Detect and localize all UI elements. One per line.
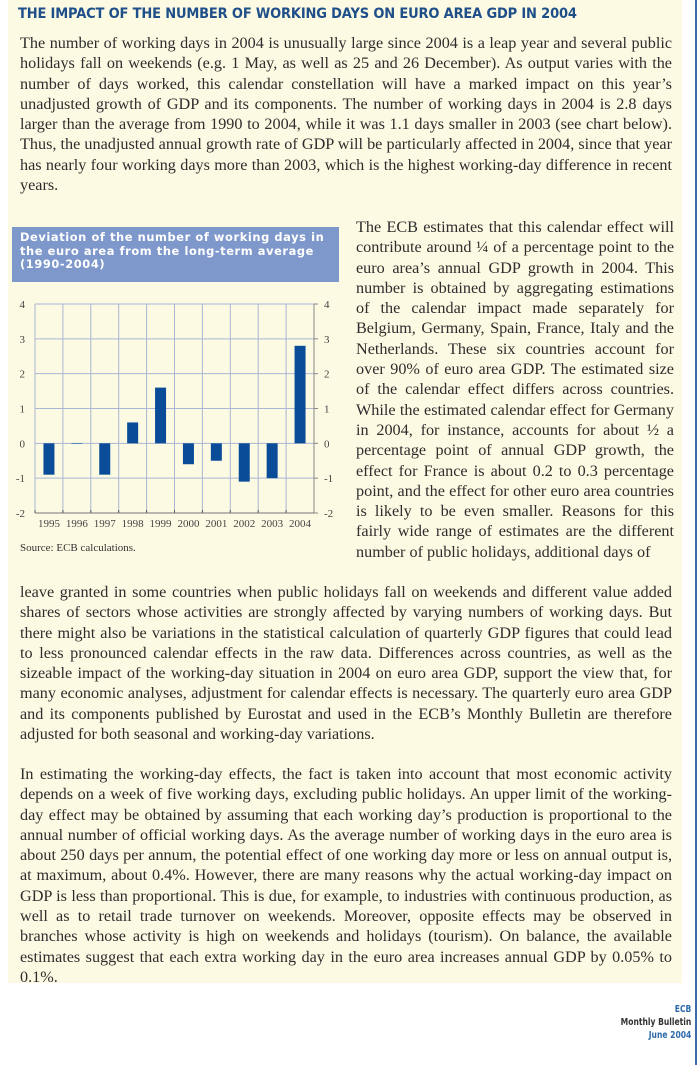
- bar-2001: [211, 443, 222, 460]
- y-tick-label-right: 1: [324, 403, 330, 416]
- bar-2000: [183, 443, 194, 464]
- y-tick-label-right: 0: [324, 438, 330, 451]
- bar-1996: [71, 443, 82, 444]
- y-tick-label-left: -2: [15, 508, 25, 520]
- bar-1997: [99, 443, 110, 474]
- bar-2004: [295, 346, 306, 444]
- paragraph-ecb-estimates: The ECB estimates that this calendar effect will contribute around ¼ of a percentage point to the euro area’s annual GDP growth in 2004. This number is obtained by aggregating estimations of the calendar impact made separately for Belgium, Germany, Spain, France, Italy and the Netherlands. These six countries account for over 90% of euro area GDP. The estimated size of the calendar effect differs across countries. While the estimated calendar effect for Germany in 2004, for instance, accounts for about ½ a percentage point of annual GDP growth, the effect for France is about 0.2 to 0.3 percentage point, and the effect for other euro area countries is likely to be even smaller. Reasons for this fairly wide range of estimates are the different number of public holidays, additional days of: [356, 218, 674, 561]
- footer-publication: Monthly Bulletin: [620, 1017, 691, 1028]
- bar-1998: [127, 422, 138, 443]
- chart-title: Deviation of the number of working days in the euro area from the long-term average (1990-2004): [12, 227, 339, 282]
- bar-2003: [267, 443, 278, 478]
- x-tick-label: 2002: [233, 518, 256, 530]
- article-title: THE IMPACT OF THE NUMBER OF WORKING DAYS ON EURO AREA GDP IN 2004: [18, 6, 577, 22]
- x-tick-label: 2001: [205, 518, 228, 530]
- y-tick-label-right: -1: [324, 473, 334, 486]
- x-tick-label: 1997: [93, 518, 116, 530]
- x-tick-label: 1995: [37, 518, 60, 530]
- y-tick-label-right: -2: [324, 508, 334, 520]
- bar-1999: [155, 388, 166, 444]
- footer-date: June 2004: [648, 1030, 691, 1041]
- y-tick-label-left: 3: [19, 333, 25, 346]
- chart: [12, 292, 342, 532]
- x-tick-label: 2004: [289, 518, 312, 530]
- y-tick-label-left: 4: [19, 299, 25, 311]
- y-tick-label-right: 3: [324, 333, 330, 346]
- page-footer: [620, 1003, 691, 1042]
- paragraph-continuation: leave granted in some countries when public holidays fall on weekends and different value added shares of sectors whose activities are strongly affected by varying numbers of working days. But there might also be variations in the statistical calculation of quarterly GDP figures that could lead to less pronounced calendar effects in the raw data. Differences across countries, as well as the sizeable impact of the working-day situation in 2004 on euro area GDP, support the view that, for many economic analyses, adjustment for calendar effects is necessary. The quarterly euro area GDP and its components published by Eurostat and used in the ECB’s Monthly Bulletin are therefore adjusted for both seasonal and working-day variations.: [20, 583, 672, 744]
- x-tick-label: 2003: [261, 518, 284, 530]
- paragraph-intro: The number of working days in 2004 is unusually large since 2004 is a leap year and several public holidays fall on weekends (e.g. 1 May, as well as 25 and 26 December). As output varies with the number of days worked, this calendar constellation will have a marked impact on this year’s unadjusted growth of GDP and its components. The number of working days in 2004 is 2.8 days larger than the average from 1990 to 2004, while it was 1.1 days smaller in 2003 (see chart below). Thus, the unadjusted annual growth rate of GDP will be particularly affected in 2004, since that year has nearly four working days more than 2003, which is the highest working-day difference in recent years.: [20, 34, 672, 195]
- y-tick-label-left: 0: [19, 438, 25, 451]
- y-tick-label-right: 2: [324, 368, 330, 381]
- y-tick-label-left: 2: [19, 368, 25, 381]
- y-tick-label-right: 4: [324, 299, 330, 311]
- page-margin-rule: [695, 0, 697, 1065]
- x-tick-label: 1996: [65, 518, 88, 530]
- paragraph-estimation: In estimating the working-day effects, the fact is taken into account that most economic activity depends on a week of five working days, excluding public holidays. An upper limit of the working-day effect may be obtained by assuming that each working day’s production is proportional to the annual number of official working days. As the average number of working days in the euro area is about 250 days per annum, the potential effect of one working day more or less on annual output is, at maximum, about 0.4%. However, there are many reasons why the actual working-day impact on GDP is less than proportional. This is due, for example, to industries with continuous production, as well as to retail trade turnover on weekends. Moreover, opposite effects may be observed in branches whose activity is high on weekends and holidays (tourism). On balance, the available estimates suggest that each extra working day in the euro area increases annual GDP by 0.05% to 0.1%.: [20, 765, 672, 986]
- x-tick-label: 1999: [149, 518, 172, 530]
- chart-source: Source: ECB calculations.: [20, 542, 136, 554]
- y-tick-label-left: 1: [19, 403, 25, 416]
- bar-2002: [239, 443, 250, 481]
- bar-chart-svg: [12, 292, 342, 532]
- x-tick-label: 1998: [121, 518, 144, 530]
- y-tick-label-left: -1: [15, 473, 25, 486]
- x-tick-label: 2000: [177, 518, 200, 530]
- bar-1995: [43, 443, 54, 474]
- footer-publisher: ECB: [674, 1004, 691, 1015]
